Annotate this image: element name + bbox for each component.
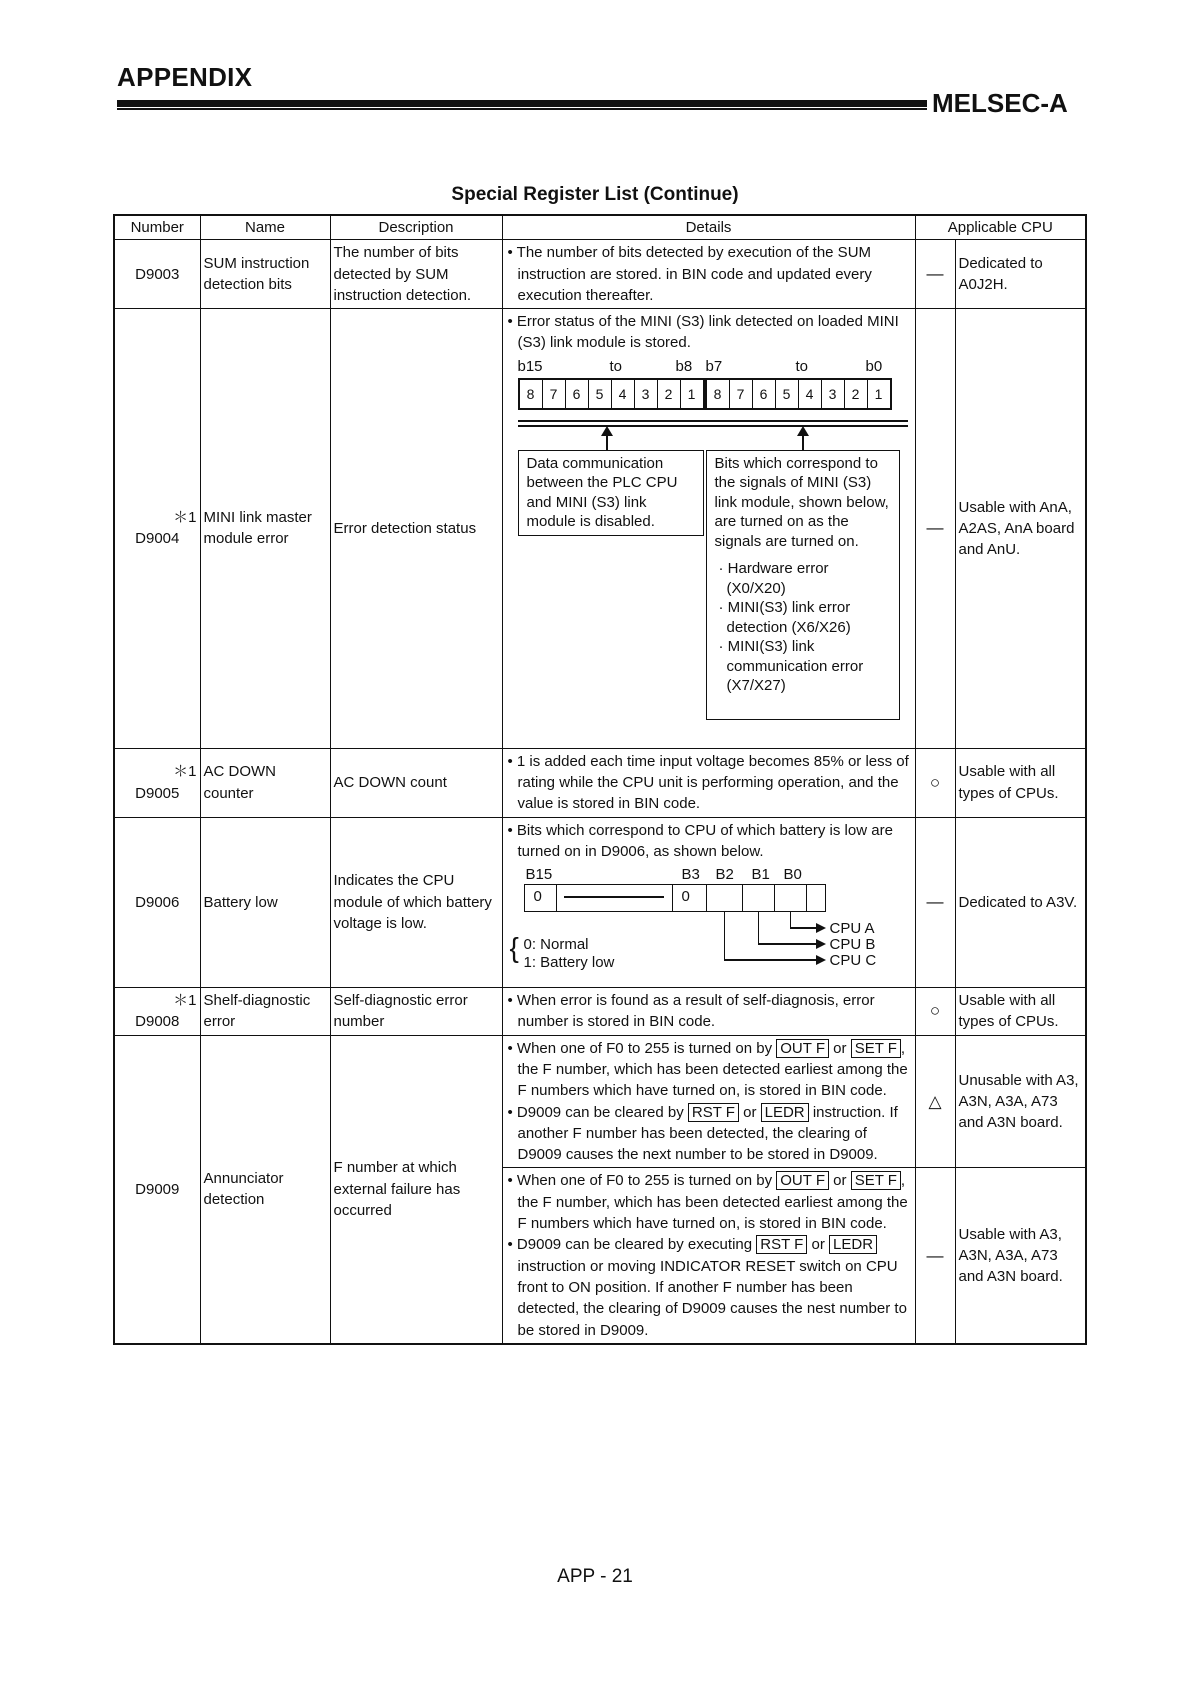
row-number: D9003	[114, 240, 200, 309]
row-name: MINI link master module error	[200, 309, 330, 749]
connector	[724, 959, 816, 961]
note-star: ＊1	[173, 763, 197, 781]
signal-item: · MINI(S3) link communication error (X7/X27)	[718, 638, 864, 695]
note-star: ＊1	[173, 991, 197, 1009]
row-cpu: Usable with AnA, A2AS, AnA board and AnU.	[955, 309, 1086, 749]
text-run: When one of F0 to 255 is turned on by	[516, 1172, 773, 1190]
row-name: SUM instruction detection bits	[200, 240, 330, 309]
row-details	[502, 1035, 915, 1168]
detail-text: • Bits which correspond to CPU of which battery is low are turned on in D9006, as shown below.	[506, 820, 912, 863]
col-description: Description	[330, 215, 502, 240]
bit-zero: 0	[533, 888, 542, 906]
row-number	[114, 309, 200, 749]
cpu-c-label: CPU C	[829, 952, 877, 970]
connector	[758, 943, 816, 945]
row-mark: —	[915, 309, 955, 749]
wave-line	[564, 896, 664, 898]
row-cpu: Unusable with A3, A3N, A3A, A73 and A3N board.	[955, 1035, 1086, 1168]
row-number	[114, 748, 200, 817]
text-run: instruction. If another F number has been detected, the clearing of D9009 causes the next number to be stored in D9009.	[517, 1103, 898, 1164]
col-details: Details	[502, 215, 915, 240]
row-cpu: Dedicated to A3V.	[955, 817, 1086, 987]
brand-title: MELSEC-A	[932, 88, 1068, 118]
row-number: D9009	[114, 1035, 200, 1344]
text-run: or	[743, 1103, 757, 1121]
row-details	[502, 817, 915, 987]
row-details	[502, 309, 915, 749]
bit-label-to: to	[609, 357, 623, 375]
battery-bit-diagram	[506, 862, 901, 972]
register-box	[524, 884, 826, 912]
page-number: APP - 21	[557, 1566, 633, 1587]
bit-cell: 6	[566, 380, 589, 408]
row-details	[502, 240, 915, 309]
note-box-left: Data communication between the PLC CPU and MINI (S3) link module is disabled.	[518, 450, 704, 536]
row-name: Annunciator detection	[200, 1035, 330, 1344]
note-star: ＊1	[173, 509, 197, 527]
arrow-up-icon	[606, 434, 608, 450]
special-register-table	[113, 214, 1087, 1345]
table-header-row	[114, 215, 1086, 240]
bit-label-b8: b8	[675, 357, 693, 375]
bit-label-b0: b0	[865, 357, 883, 375]
bit-cell: 2	[845, 380, 868, 408]
bit-label-b15: b15	[517, 357, 543, 375]
detail-text	[506, 1102, 912, 1166]
section-title: APPENDIX	[117, 62, 253, 92]
connector	[790, 912, 792, 928]
instruction-box: OUT F	[776, 1171, 829, 1190]
bit-label-b1: B1	[751, 866, 770, 884]
signal-text: MINI(S3) link error detection (X6/X26)	[726, 599, 851, 636]
bit-cell: 1	[874, 385, 883, 402]
col-applicable-cpu: Applicable CPU	[915, 215, 1086, 240]
row-details	[502, 987, 915, 1035]
bit-cell: 5	[776, 380, 799, 408]
signal-item: · Hardware error (X0/X20)	[718, 560, 829, 597]
row-number	[114, 987, 200, 1035]
row-mark: —	[915, 1168, 955, 1344]
detail-text	[506, 1234, 912, 1340]
table-row	[114, 1035, 1086, 1168]
bit-label-b2: B2	[715, 866, 734, 884]
col-number: Number	[114, 215, 200, 240]
bit-label-b15: B15	[525, 866, 553, 884]
bit-field	[518, 378, 892, 410]
divider	[742, 884, 744, 912]
row-cpu: Usable with all types of CPUs.	[955, 748, 1086, 817]
row-description: The number of bits detected by SUM instruction detection.	[330, 240, 502, 309]
bit-cell: 4	[612, 380, 635, 408]
connector	[758, 912, 760, 944]
col-name: Name	[200, 215, 330, 240]
row-mark: —	[915, 817, 955, 987]
text-run: or	[833, 1039, 847, 1057]
bit-label-b7: b7	[705, 357, 723, 375]
row-mark: △	[915, 1035, 955, 1168]
row-name: AC DOWN counter	[200, 748, 330, 817]
header-rule	[117, 100, 927, 107]
table-row	[114, 309, 1086, 749]
detail-text: • Error status of the MINI (S3) link detected on loaded MINI (S3) link module is stored.	[506, 311, 912, 354]
row-description: Self-diagnostic error number	[330, 987, 502, 1035]
bit-cell: 2	[658, 380, 681, 408]
instruction-box: SET F	[851, 1039, 901, 1058]
table-title: Special Register List (Continue)	[451, 184, 739, 205]
text-run: instruction or moving INDICATOR RESET switch on CPU front to ON position. If another F number has been detected, the clearing of D9009 causes the nest number to be stored in D9009.	[517, 1257, 907, 1339]
table-row	[114, 240, 1086, 309]
signal-list	[715, 559, 891, 696]
row-description: F number at which external failure has occurred	[330, 1035, 502, 1344]
bit-cell: 8	[707, 380, 730, 408]
divider	[706, 884, 708, 912]
text-run: , the F number, which has been detected earliest among the F numbers which have turned on, is stored in BIN code.	[517, 1039, 908, 1100]
bit-zero: 0	[681, 888, 690, 906]
bit-label-to: to	[795, 357, 809, 375]
text-run: or	[811, 1236, 825, 1254]
row-mark: —	[915, 240, 955, 309]
row-cpu: Dedicated to A0J2H.	[955, 240, 1086, 309]
divider	[672, 884, 674, 912]
row-description: Error detection status	[330, 309, 502, 749]
text-run: D9009 can be cleared by executing	[516, 1236, 753, 1254]
divider	[806, 884, 808, 912]
row-mark: ○	[915, 748, 955, 817]
row-cpu: Usable with all types of CPUs.	[955, 987, 1086, 1035]
bit-label-b0: B0	[783, 866, 802, 884]
connector	[724, 912, 726, 960]
row-name: Battery low	[200, 817, 330, 987]
bit-cell: 7	[543, 380, 566, 408]
instruction-box: LEDR	[761, 1103, 809, 1122]
row-details	[502, 1168, 915, 1344]
table-row	[114, 987, 1086, 1035]
note-text: Bits which correspond to the signals of MINI (S3) link module, shown below, are turned on as the signals are turned on.	[714, 454, 889, 550]
arrow-right-icon	[816, 923, 826, 933]
detail-text: • When error is found as a result of self-diagnosis, error number is stored in BIN code.	[506, 990, 912, 1033]
instruction-box: OUT F	[776, 1039, 829, 1058]
row-number: D9006	[114, 817, 200, 987]
bit-cell: 4	[799, 380, 822, 408]
signal-text: MINI(S3) link communication error (X7/X27)	[726, 638, 864, 695]
bit-cell: 1	[681, 380, 704, 408]
signal-text: Hardware error (X0/X20)	[726, 560, 829, 597]
text-run: or	[833, 1172, 847, 1190]
table-row	[114, 817, 1086, 987]
bracket-line	[518, 420, 908, 422]
header-rule-thin	[117, 108, 927, 110]
row-mark: ○	[915, 987, 955, 1035]
bit-cell: 8	[520, 380, 543, 408]
bit-diagram	[506, 356, 901, 746]
bit-cell: 5	[589, 380, 612, 408]
bit-cell: 3	[822, 380, 845, 408]
text-run: When one of F0 to 255 is turned on by	[516, 1039, 773, 1057]
register-number: D9008	[135, 1013, 180, 1031]
register-number: D9005	[135, 784, 180, 802]
detail-text: • The number of bits detected by execution of the SUM instruction are stored. in BIN code and updated every execution thereafter.	[506, 242, 912, 306]
cpu-a-label: CPU A	[829, 920, 875, 938]
row-description: AC DOWN count	[330, 748, 502, 817]
detail-text	[506, 1170, 912, 1234]
bracket-line	[518, 425, 908, 427]
cpu-b-label: CPU B	[829, 936, 876, 954]
row-cpu: Usable with A3, A3N, A3A, A73 and A3N board.	[955, 1168, 1086, 1344]
detail-text	[506, 1038, 912, 1102]
signal-item: · MINI(S3) link error detection (X6/X26)	[718, 599, 851, 636]
brace: {	[509, 932, 519, 964]
legend-battery-low: 1: Battery low	[523, 954, 615, 972]
divider	[774, 884, 776, 912]
note-box-right	[706, 450, 900, 720]
register-number: D9004	[135, 530, 180, 548]
bit-cell: 3	[635, 380, 658, 408]
row-description: Indicates the CPU module of which battery voltage is low.	[330, 817, 502, 987]
arrow-up-icon	[802, 434, 804, 450]
instruction-box: RST F	[756, 1235, 807, 1254]
legend-normal: 0: Normal	[523, 936, 589, 954]
detail-text: • 1 is added each time input voltage becomes 85% or less of rating while the CPU unit is performing operation, and the value is stored in BIN code.	[506, 751, 912, 815]
text-run: , the F number, which has been detected earliest among the F numbers which have turned on, is stored in BIN code.	[517, 1172, 908, 1233]
connector	[790, 927, 816, 929]
arrow-right-icon	[816, 939, 826, 949]
text-run: D9009 can be cleared by	[516, 1103, 684, 1121]
bit-cell: 6	[753, 380, 776, 408]
row-details	[502, 748, 915, 817]
row-name: Shelf-diagnostic error	[200, 987, 330, 1035]
bit-cell: 7	[730, 380, 753, 408]
instruction-box: SET F	[851, 1171, 901, 1190]
instruction-box: LEDR	[829, 1235, 877, 1254]
arrow-right-icon	[816, 955, 826, 965]
instruction-box: RST F	[688, 1103, 739, 1122]
divider	[556, 884, 558, 912]
bit-label-b3: B3	[681, 866, 700, 884]
table-row	[114, 748, 1086, 817]
